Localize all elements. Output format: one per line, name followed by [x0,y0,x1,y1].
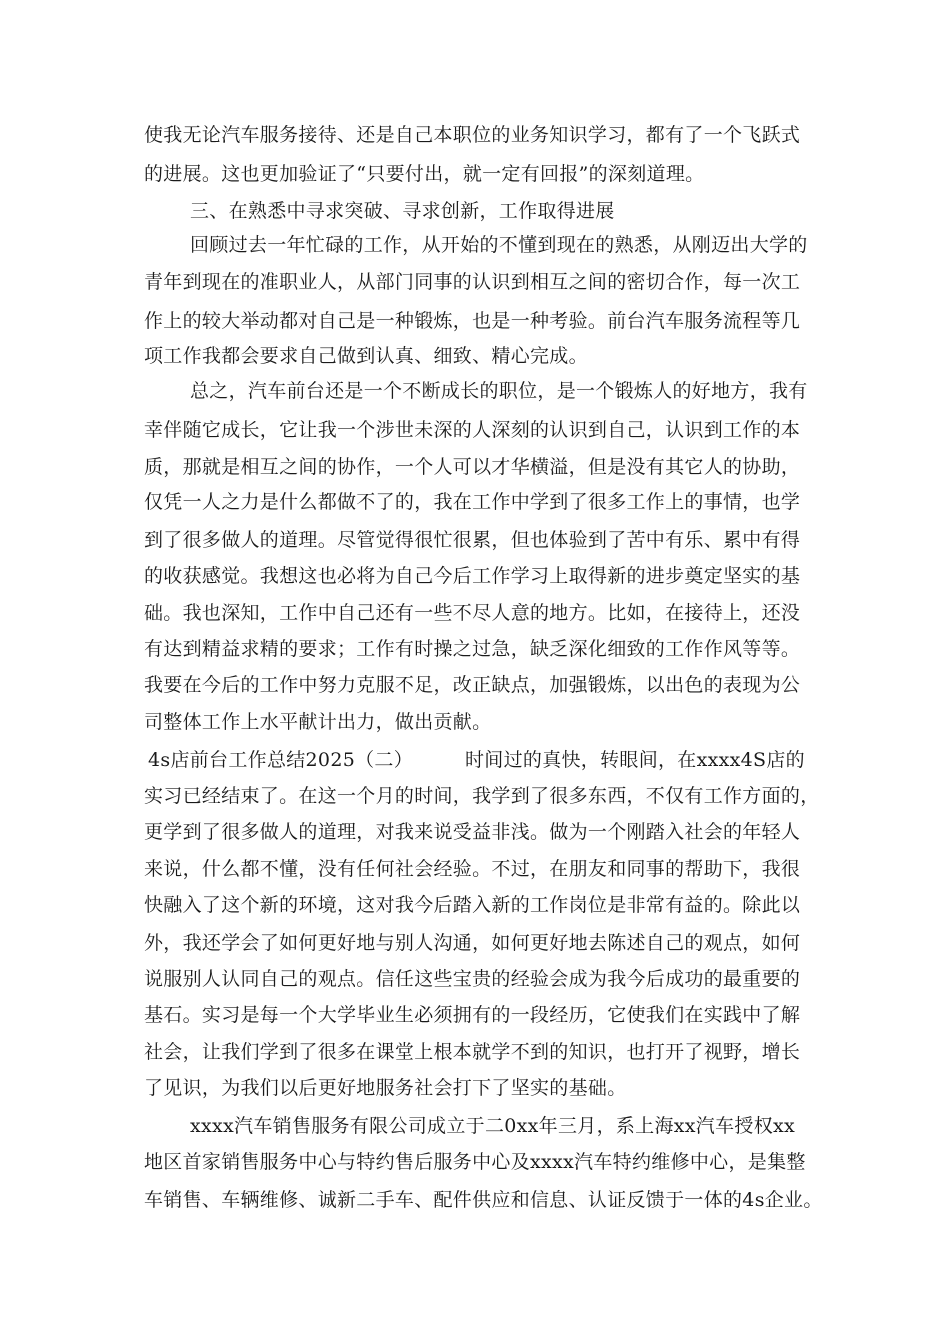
text-line: 社会，让我们学到了很多在课堂上根本就学不到的知识，也打开了视野，增长 [144,1041,801,1063]
text-line: 青年到现在的准职业人，从部门同事的认识到相互之间的密切合作，每一次工 [144,271,801,293]
text-line: 快融入了这个新的环境，这对我今后踏入新的工作岗位是非常有益的。除此以 [144,894,801,916]
text-line: 幸伴随它成长，它让我一个涉世未深的人深刻的认识到自己，认识到工作的本 [144,419,801,441]
text-line: 了见识，为我们以后更好地服务社会打下了坚实的基础。 [144,1077,627,1099]
text-line: 地区首家销售服务中心与特约售后服务中心及xxxx汽车特约维修中心，是集整 [144,1151,806,1173]
text-line: 作上的较大举动都对自己是一种锻炼，也是一种考验。前台汽车服务流程等几 [144,310,801,332]
text-line: 更学到了很多做人的道理，对我来说受益非浅。做为一个刚踏入社会的年轻人 [144,821,801,843]
text-line: 项工作我都会要求自己做到认真、细致、精心完成。 [144,345,588,367]
text-line: 有达到精益求精的要求；工作有时操之过急，缺乏深化细致的工作作风等等。 [144,638,801,660]
text-line: 仅凭一人之力是什么都做不了的，我在工作中学到了很多工作上的事情，也学 [144,491,801,513]
text-line: 司整体工作上水平献计出力，做出贡献。 [144,711,492,733]
text-line: 基石。实习是每一个大学毕业生必须拥有的一段经历，它使我们在实践中了解 [144,1004,801,1026]
text-line: 使我无论汽车服务接待、还是自己本职位的业务知识学习，都有了一个飞跃式 [144,124,801,146]
text-line: 来说，什么都不懂，没有任何社会经验。不过，在朋友和同事的帮助下，我很 [144,858,801,880]
text-line: 实习已经结束了。在这一个月的时间，我学到了很多东西，不仅有工作方面的， [144,785,820,807]
text-line: 我要在今后的工作中努力克服不足，改正缺点，加强锻炼，以出色的表现为公 [144,674,801,696]
text-line: 车销售、车辆维修、诚新二手车、配件供应和信息、认证反馈于一体的4s企业。 [144,1189,823,1211]
text-line: 外，我还学会了如何更好地与别人沟通，如何更好地去陈述自己的观点，如何 [144,932,801,954]
section-title-line [148,748,805,772]
text-line: 的进展。这也更加验证了“只要付出，就一定有回报”的深刻道理。 [144,163,705,185]
text-line: 质，那就是相互之间的协作，一个人可以才华横溢，但是没有其它人的协助， [144,456,801,478]
section-title: 4s店前台工作总结2025（二） [148,749,413,771]
section-heading: 三、在熟悉中寻求突破、寻求创新，工作取得进展 [190,200,615,222]
text-line: 到了很多做人的道理。尽管觉得很忙很累，但也体验到了苦中有乐、累中有得 [144,529,801,551]
text-line: 总之，汽车前台还是一个不断成长的职位，是一个锻炼人的好地方，我有 [190,380,808,402]
text-line: 础。我也深知，工作中自己还有一些不尽人意的地方。比如，在接待上，还没 [144,602,801,624]
text-line: 回顾过去一年忙碌的工作，从开始的不懂到现在的熟悉，从刚迈出大学的 [190,234,808,256]
text-line: 时间过的真快，转眼间，在xxxx4S店的 [465,749,805,771]
text-line: xxxx汽车销售服务有限公司成立于二0xx年三月，系上海xx汽车授权xx [190,1115,796,1137]
text-line: 的收获感觉。我想这也必将为自己今后工作学习上取得新的进步奠定坚实的基 [144,565,801,587]
text-line: 说服别人认同自己的观点。信任这些宝贵的经验会成为我今后成功的最重要的 [144,968,801,990]
